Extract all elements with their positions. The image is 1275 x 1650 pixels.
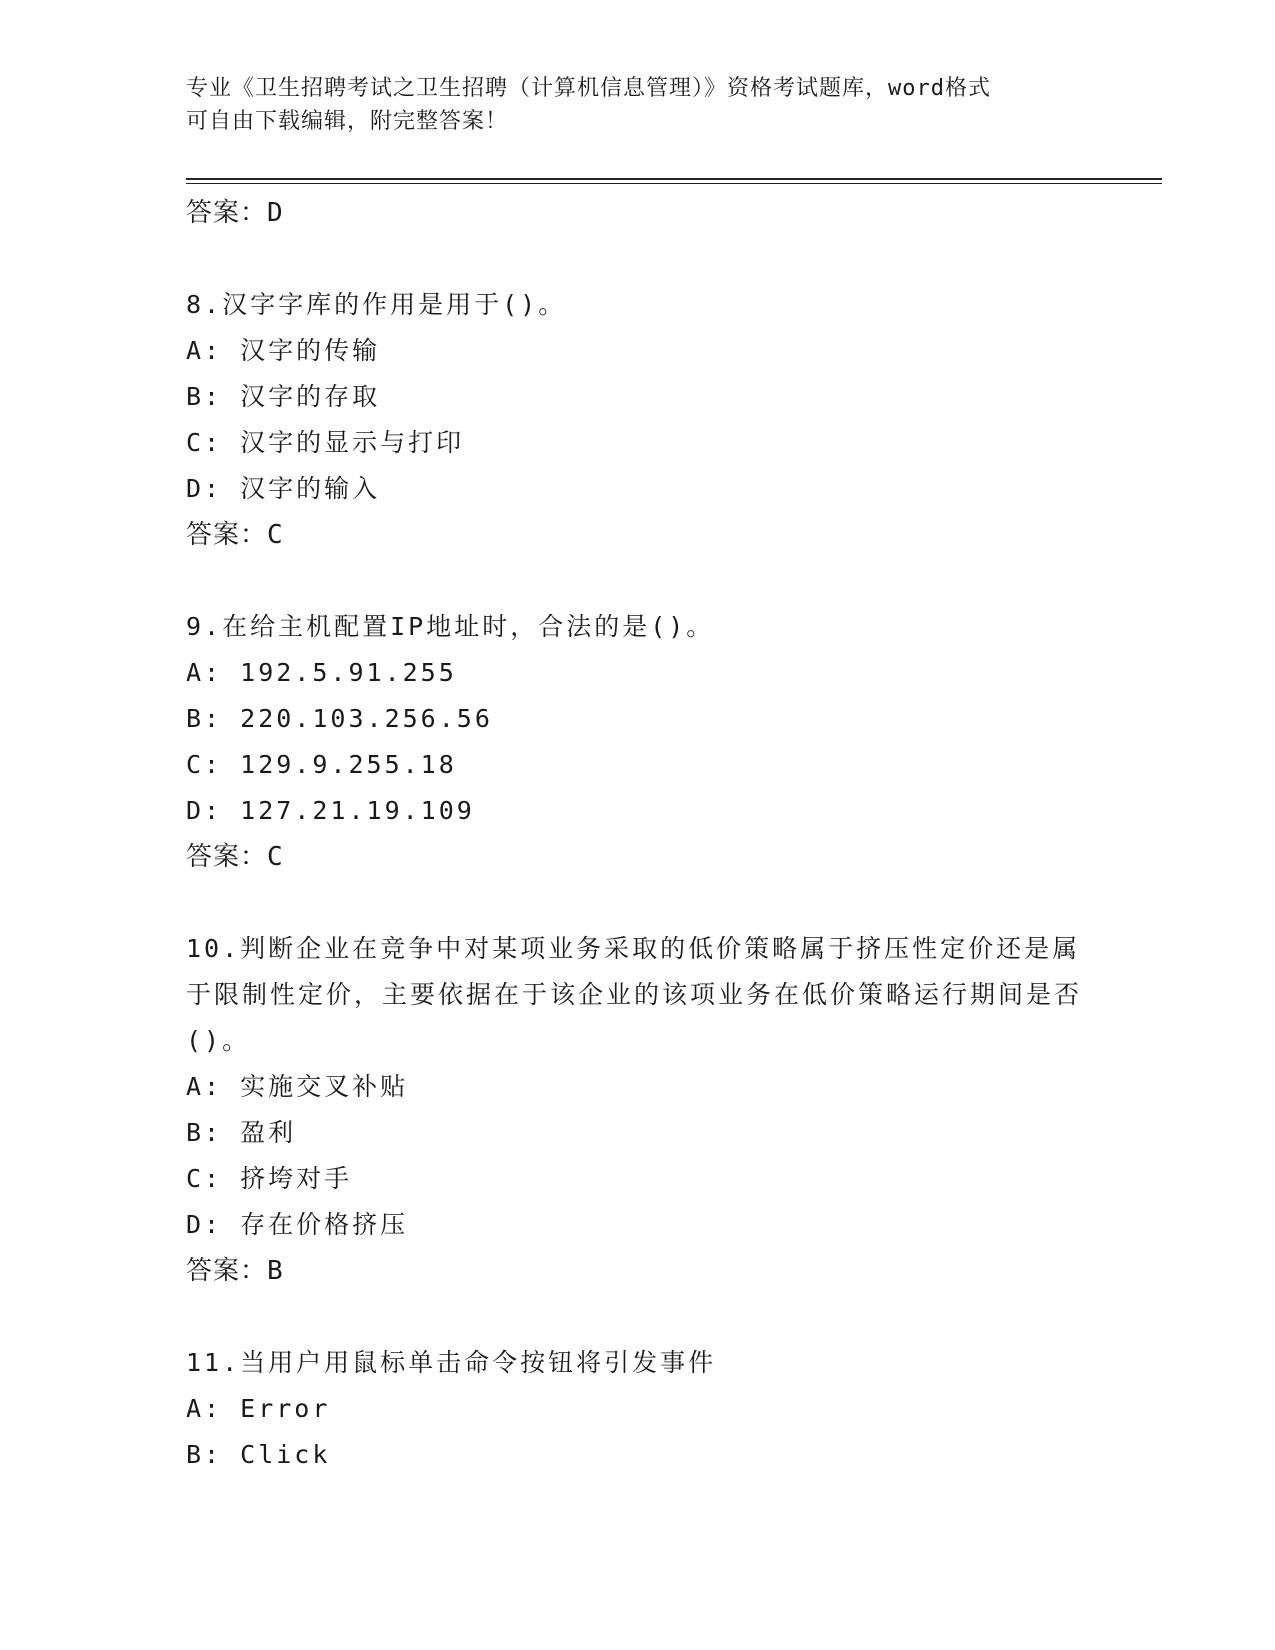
option-a: A: Error [186,1394,331,1423]
answer-label: 答案： [186,1256,268,1286]
answer-value: C [267,520,284,550]
header-line-2: 可自由下载编辑，附完整答案！ [186,109,509,134]
question-text: 11.当用户用鼠标单击命令按钮将引发事件 [186,1348,717,1377]
answer-label: 答案： [186,198,268,228]
question-list [186,190,1086,1478]
question-text: 10.判断企业在竞争中对某项业务采取的低价策略属于挤压性定价还是属于限制性定价，主要依据在于该企业的该项业务在低价策略运行期间是否()。 [186,934,1083,1055]
previous-answer [186,190,1086,236]
question-9 [186,604,1086,880]
answer-label: 答案： [186,520,268,550]
answer-value: C [267,842,284,872]
question-11 [186,1340,1086,1478]
option-d: D: 127.21.19.109 [186,796,475,825]
option-c: C: 汉字的显示与打印 [186,428,465,457]
option-a: A: 实施交叉补贴 [186,1072,409,1101]
spacer [186,236,1086,282]
spacer [186,1294,1086,1340]
spacer [186,880,1086,926]
answer [186,834,1086,880]
spacer [186,558,1086,604]
question-text: 8.汉字字库的作用是用于()。 [186,290,567,319]
question-8 [186,282,1086,558]
header-rule-thick [186,178,1162,180]
answer-value: D [267,198,284,228]
answer [186,1248,1086,1294]
option-a: A: 汉字的传输 [186,336,381,365]
option-b: B: 汉字的存取 [186,382,381,411]
answer-value: B [267,1256,284,1286]
question-10 [186,926,1086,1294]
answer-label: 答案： [186,842,268,872]
option-b: B: 220.103.256.56 [186,704,493,733]
option-a: A: 192.5.91.255 [186,658,457,687]
option-b: B: Click [186,1440,331,1469]
option-c: C: 129.9.255.18 [186,750,457,779]
header-line-1: 专业《卫生招聘考试之卫生招聘（计算机信息管理）》资格考试题库，word格式 [186,76,991,101]
option-b: B: 盈利 [186,1118,297,1147]
option-c: C: 挤垮对手 [186,1164,353,1193]
document-header [186,72,1066,138]
answer [186,512,1086,558]
option-d: D: 汉字的输入 [186,474,381,503]
option-d: D: 存在价格挤压 [186,1210,409,1239]
question-text: 9.在给主机配置IP地址时，合法的是()。 [186,612,715,641]
header-rule-thin [186,183,1162,184]
